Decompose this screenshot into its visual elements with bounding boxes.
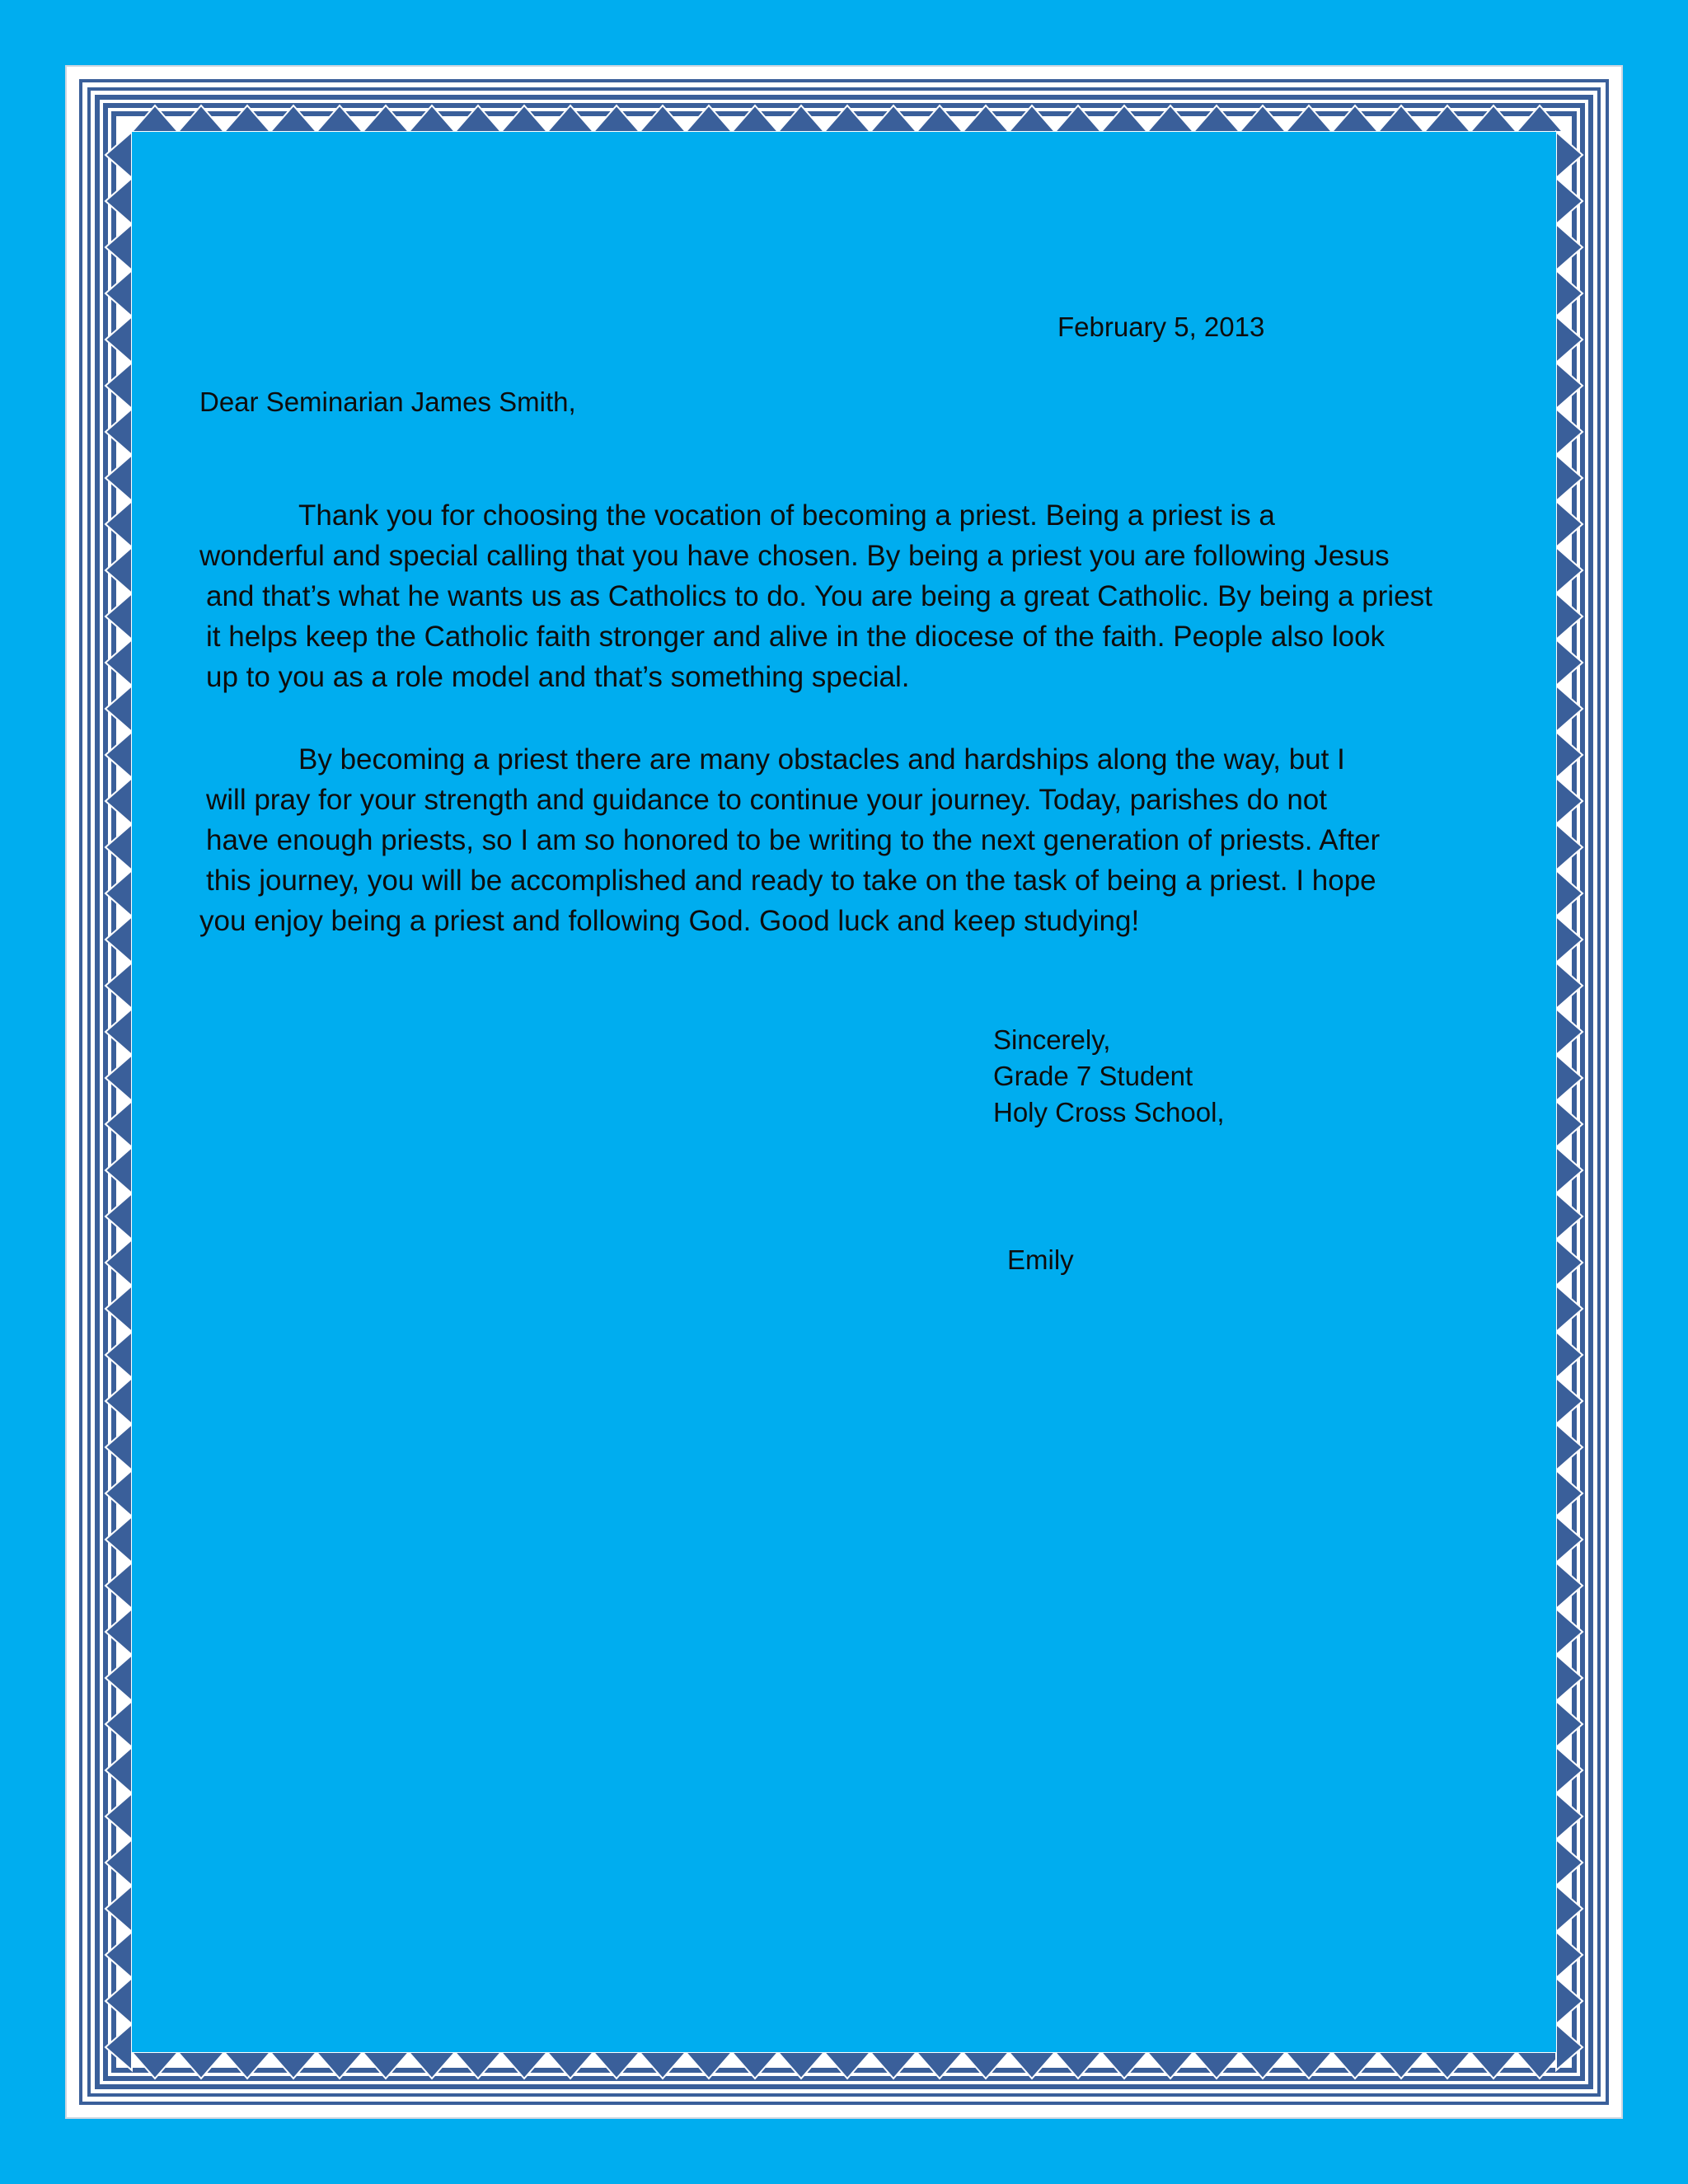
closing-line: Holy Cross School, — [993, 1097, 1225, 1127]
signature: Emily — [1007, 1244, 1074, 1275]
paragraph-line: it helps keep the Catholic faith stronger and alive in the diocese of the faith. People also look — [206, 621, 1386, 653]
paragraph-1 — [199, 495, 1502, 697]
paragraph-line: up to you as a role model and that’s something special. — [206, 661, 910, 693]
paragraph-2 — [199, 739, 1502, 941]
closing-block — [993, 1022, 1225, 1131]
paragraph-line: and that’s what he wants us as Catholics to do. You are being a great Catholic. By being a priest — [206, 580, 1432, 612]
paragraph-line: By becoming a priest there are many obstacles and hardships along the way, but I — [298, 743, 1345, 776]
closing-line: Sincerely, — [993, 1024, 1111, 1055]
salutation: Dear Seminarian James Smith, — [199, 387, 576, 417]
paragraph-line: this journey, you will be accomplished and ready to take on the task of being a priest. I hope — [206, 865, 1376, 897]
paragraph-line: wonderful and special calling that you have chosen. By being a priest you are following Jesus — [199, 540, 1390, 572]
paragraph-line: you enjoy being a priest and following God. Good luck and keep studying! — [199, 905, 1140, 937]
paragraph-line: Thank you for choosing the vocation of becoming a priest. Being a priest is a — [298, 499, 1275, 532]
closing-line: Grade 7 Student — [993, 1061, 1193, 1091]
paragraph-line: have enough priests, so I am so honored to be writing to the next generation of priests. After — [206, 824, 1381, 856]
paragraph-line: will pray for your strength and guidance to continue your journey. Today, parishes do not — [206, 784, 1327, 816]
letter-date: February 5, 2013 — [1057, 312, 1265, 342]
